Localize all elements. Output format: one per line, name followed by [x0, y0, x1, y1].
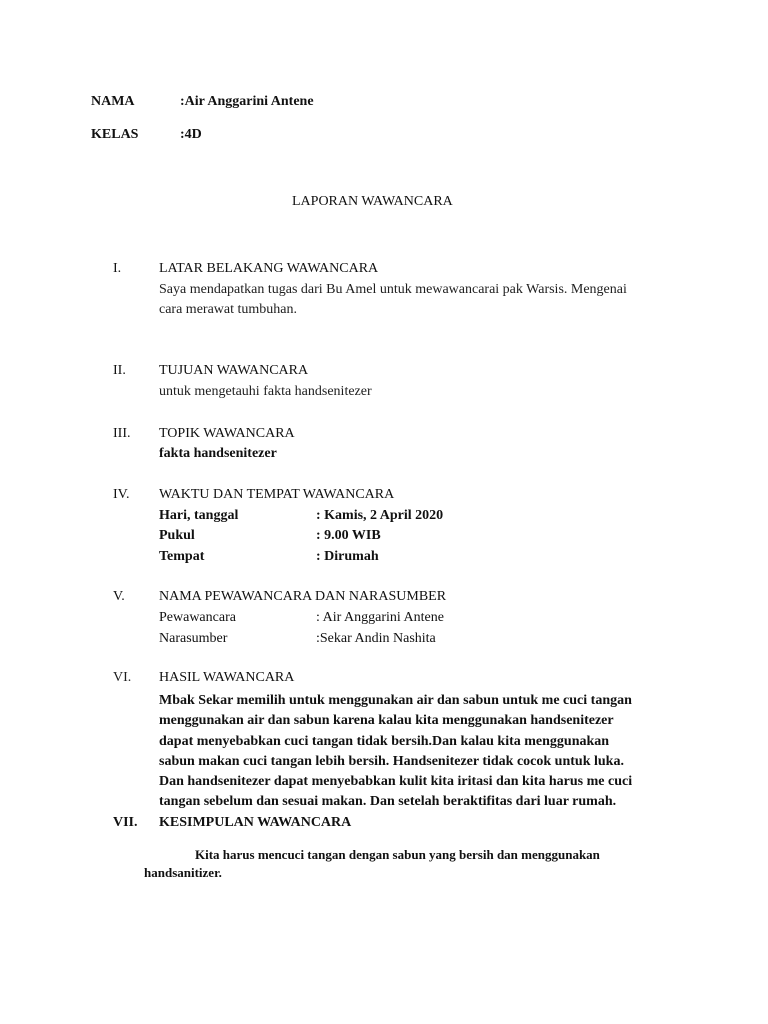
section-6-body: [159, 691, 632, 813]
section-7-line-2: handsanitizer.: [144, 865, 222, 880]
section-6-line: sabun makan cuci tangan lebih bersih. Handsenitezer tidak cocok untuk luka.: [159, 753, 624, 769]
kelas-value: :4D: [180, 127, 202, 142]
section-7-line-1: Kita harus mencuci tangan dengan sabun yang bersih dan menggunakan: [195, 847, 600, 862]
section-2-text: untuk mengetauhi fakta handsenitezer: [159, 384, 372, 399]
section-2-number: II.: [113, 363, 126, 378]
section-4-number: IV.: [113, 487, 130, 502]
section-6-line: dapat menyebabkan cuci tangan tidak bersih.Dan kalau kita menggunakan: [159, 733, 610, 749]
detail-value: : Air Anggarini Antene: [316, 610, 444, 625]
section-1-line-1: Saya mendapatkan tugas dari Bu Amel untuk mewawancarai pak Warsis. Mengenai: [159, 282, 627, 297]
nama-value: :Air Anggarini Antene: [180, 94, 314, 109]
nama-label: NAMA: [91, 94, 135, 109]
section-5-number: V.: [113, 589, 125, 604]
detail-label: Pukul: [159, 528, 195, 543]
detail-value: : Dirumah: [316, 549, 379, 564]
section-3-text: fakta handsenitezer: [159, 446, 277, 461]
detail-label: Hari, tanggal: [159, 508, 239, 523]
detail-label: Tempat: [159, 549, 205, 564]
section-2-heading: TUJUAN WAWANCARA: [159, 363, 309, 378]
detail-value: : 9.00 WIB: [316, 528, 381, 543]
detail-label: Pewawancara: [159, 610, 236, 625]
section-1-heading: LATAR BELAKANG WAWANCARA: [159, 261, 379, 276]
section-1-line-2: cara merawat tumbuhan.: [159, 302, 297, 317]
section-3-heading: TOPIK WAWANCARA: [159, 426, 295, 441]
detail-value: :Sekar Andin Nashita: [316, 631, 436, 646]
section-6-number: VI.: [113, 670, 132, 685]
section-7-number: VII.: [113, 815, 138, 830]
section-6-line: menggunakan air dan sabun karena kalau kita menggunakan handsenitezer: [159, 713, 614, 729]
section-5-heading: NAMA PEWAWANCARA DAN NARASUMBER: [159, 589, 447, 604]
detail-label: Narasumber: [159, 631, 228, 646]
section-6-heading: HASIL WAWANCARA: [159, 670, 295, 685]
page-title: LAPORAN WAWANCARA: [292, 194, 453, 209]
section-6-line: tangan sebelum dan sesuai makan. Dan setelah beraktifitas dari luar rumah.: [159, 794, 617, 810]
detail-value: : Kamis, 2 April 2020: [316, 508, 444, 523]
section-6-line: Mbak Sekar memilih untuk menggunakan air dan sabun untuk me cuci tangan: [159, 693, 632, 708]
section-6-line: Dan handsenitezer dapat menyebabkan kulit kita iritasi dan kita harus me cuci: [159, 774, 633, 790]
section-7-heading: KESIMPULAN WAWANCARA: [159, 815, 352, 830]
section-1-number: I.: [113, 261, 122, 276]
kelas-label: KELAS: [91, 127, 139, 142]
section-4-heading: WAKTU DAN TEMPAT WAWANCARA: [159, 487, 395, 502]
section-3-number: III.: [113, 426, 131, 441]
